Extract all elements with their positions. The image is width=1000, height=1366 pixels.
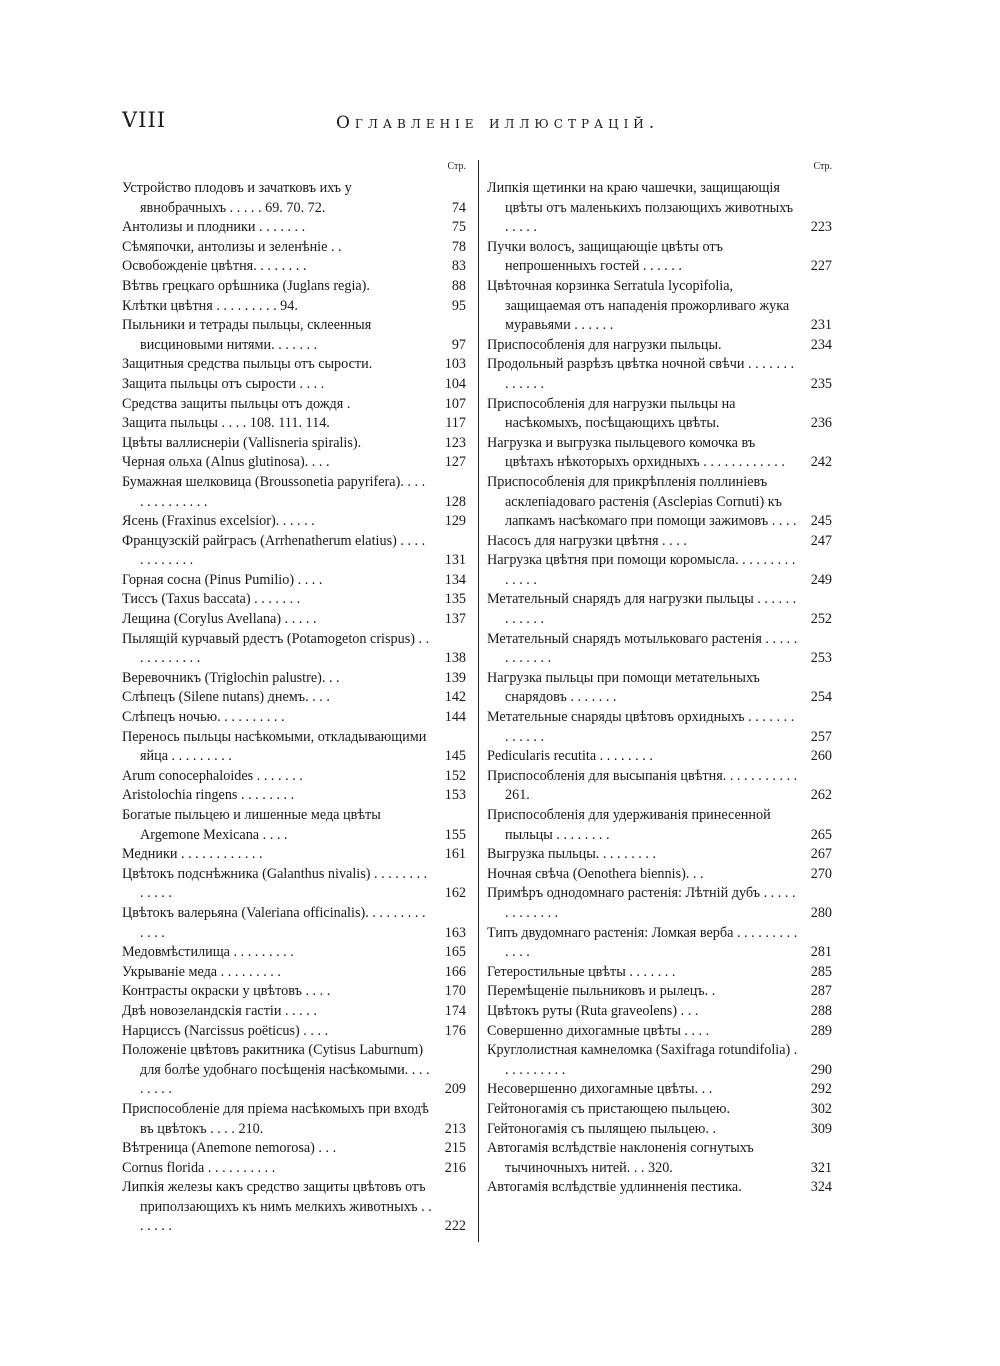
toc-entry bbox=[122, 1159, 466, 1179]
toc-entry bbox=[122, 1041, 466, 1100]
entry-title: Двѣ новозеландскія гастіи . . . . . bbox=[122, 1002, 317, 1019]
entry-page-number: 135 bbox=[444, 591, 466, 608]
entry-title: Совершенно дихогамные цвѣты . . . . bbox=[487, 1022, 710, 1039]
entry-title: Гейтоногамія съ пылящею пыльцею. . bbox=[487, 1120, 716, 1137]
entry-page-number: 321 bbox=[810, 1159, 832, 1176]
entry-page-number: 123 bbox=[444, 434, 466, 451]
right-column bbox=[487, 160, 832, 1198]
toc-entry bbox=[122, 1100, 466, 1139]
toc-entry bbox=[487, 590, 832, 629]
entry-title: Перенось пыльцы насѣкомыми, откладывающими яйца . . . . . . . . . bbox=[122, 728, 427, 765]
entry-title: Пучки волосъ, защищающіе цвѣты отъ непрошенныхъ гостей . . . . . . bbox=[487, 238, 723, 275]
entry-page-number: 223 bbox=[810, 219, 832, 236]
toc-entry bbox=[122, 904, 466, 943]
toc-entry bbox=[122, 238, 466, 258]
entry-title: Липкія щетинки на краю чашечки, защищающія цвѣты отъ маленькихъ ползающихъ животныхъ . . . . . bbox=[487, 180, 794, 236]
entry-page-number: 107 bbox=[444, 395, 466, 412]
entry-page-number: 127 bbox=[444, 454, 466, 471]
toc-entry bbox=[122, 473, 466, 512]
toc-entry bbox=[122, 571, 466, 591]
toc-entry bbox=[122, 453, 466, 473]
entry-title: Цвѣточная корзинка Serratula lycopifolia, защищаемая отъ нападенія прожорливаго жука муравьями . . . . . . bbox=[487, 277, 790, 334]
entry-title: Французскій райграсъ (Arrhenatherum elatius) . . . . . . . . . . . . bbox=[122, 532, 426, 569]
toc-entry bbox=[487, 1022, 832, 1042]
entry-title: Цвѣтокъ подснѣжника (Galanthus nivalis) . . . . . . . . . . . . . bbox=[122, 865, 428, 902]
entry-title: Насосъ для нагрузки цвѣтня . . . . bbox=[487, 532, 687, 549]
entry-page-number: 281 bbox=[810, 944, 832, 961]
toc-entry bbox=[122, 434, 466, 454]
toc-entry bbox=[487, 845, 832, 865]
entry-title: Перемѣщеніе пыльниковъ и рылецъ. . bbox=[487, 983, 716, 1000]
entry-title: Укрываніе меда . . . . . . . . . bbox=[122, 963, 281, 980]
toc-entry bbox=[487, 532, 832, 552]
toc-entry bbox=[487, 767, 832, 806]
entry-title: Цвѣтокъ валерьяна (Valeriana officinalis). . . . . . . . . . . . . bbox=[122, 904, 426, 941]
entry-title: Средства защиты пыльцы отъ дождя . bbox=[122, 395, 351, 412]
entry-page-number: 222 bbox=[444, 1218, 466, 1235]
entry-title: Типъ двудомнаго растенія: Ломкая верба . . . . . . . . . . . . . bbox=[487, 924, 798, 961]
entry-page-number: 75 bbox=[451, 219, 466, 236]
entry-page-number: 138 bbox=[444, 650, 466, 667]
entry-title: Лещина (Corylus Avellana) . . . . . bbox=[122, 611, 317, 628]
toc-entry bbox=[122, 1178, 466, 1237]
toc-entry bbox=[487, 630, 832, 669]
toc-entry bbox=[122, 395, 466, 415]
entry-title: Бумажная шелковица (Broussonetia papyrifera). . . . . . . . . . . . . . bbox=[122, 473, 426, 510]
entry-page-number: 216 bbox=[444, 1159, 466, 1176]
toc-entry bbox=[487, 1002, 832, 1022]
toc-entry bbox=[122, 806, 466, 845]
entry-page-number: 309 bbox=[810, 1120, 832, 1137]
entry-page-number: 95 bbox=[451, 297, 466, 314]
left-column bbox=[122, 160, 466, 1237]
right-entry-list bbox=[487, 179, 832, 1198]
toc-entry bbox=[122, 512, 466, 532]
entry-page-number: 289 bbox=[810, 1022, 832, 1039]
entry-page-number: 265 bbox=[810, 826, 832, 843]
entry-title: Цвѣтокъ руты (Ruta graveolens) . . . bbox=[487, 1002, 699, 1019]
toc-entry bbox=[487, 884, 832, 923]
entry-title: Приспособленія для высыпанія цвѣтня. . . . . . . . . . . 261. bbox=[487, 767, 798, 804]
toc-entry bbox=[122, 375, 466, 395]
entry-page-number: 242 bbox=[810, 454, 832, 471]
toc-entry bbox=[122, 590, 466, 610]
entry-page-number: 292 bbox=[810, 1081, 832, 1098]
entry-page-number: 104 bbox=[444, 375, 466, 392]
entry-title: Ясень (Fraxinus excelsior). . . . . . bbox=[122, 513, 315, 530]
entry-page-number: 103 bbox=[444, 356, 466, 373]
entry-title: Гетеростильные цвѣты . . . . . . . bbox=[487, 963, 676, 980]
toc-entry bbox=[487, 1100, 832, 1120]
toc-entry bbox=[122, 218, 466, 238]
entry-title: Ночная свѣча (Oenothera biennis). . . bbox=[487, 865, 704, 882]
entry-page-number: 162 bbox=[444, 885, 466, 902]
toc-entry bbox=[487, 747, 832, 767]
entry-page-number: 245 bbox=[810, 513, 832, 530]
toc-entry bbox=[487, 963, 832, 983]
toc-entry bbox=[122, 277, 466, 297]
entry-title: Защита пыльцы . . . . 108. 111. 114. bbox=[122, 415, 330, 432]
toc-entry bbox=[122, 1002, 466, 1022]
entry-title: Приспособленія для прикрѣпленія поллиніевъ асклепіадоваго растенія (Asclepias Cornuti) къ лапкамъ насѣкомаго при помощи зажимовъ . . . . bbox=[487, 473, 797, 530]
entry-title: Cornus florida . . . . . . . . . . bbox=[122, 1159, 276, 1176]
entry-title: Автогамія вслѣдствіе наклоненія согнутыхъ тычиночныхъ нитей. . . 320. bbox=[487, 1140, 754, 1176]
entry-title: Контрасты окраски у цвѣтовъ . . . . bbox=[122, 983, 331, 1000]
toc-entry bbox=[122, 297, 466, 317]
column-divider bbox=[478, 160, 479, 1242]
entry-page-number: 280 bbox=[810, 904, 832, 921]
entry-title: Выгрузка пыльцы. . . . . . . . . bbox=[487, 846, 657, 863]
entry-title: Несовершенно дихогамные цвѣты. . . bbox=[487, 1081, 713, 1098]
page-title: Оглавленіе иллюстрацій. bbox=[336, 113, 660, 133]
entry-page-number: 262 bbox=[810, 787, 832, 804]
page-column-label: Стр. bbox=[447, 161, 466, 172]
entry-title: Черная ольха (Alnus glutinosa). . . . bbox=[122, 454, 330, 471]
toc-entry bbox=[487, 473, 832, 532]
entry-page-number: 249 bbox=[810, 571, 832, 588]
entry-title: Продольный разрѣзъ цвѣтка ночной свѣчи . . . . . . . . . . . . . bbox=[487, 356, 795, 392]
toc-entry bbox=[487, 708, 832, 747]
entry-page-number: 234 bbox=[810, 336, 832, 353]
toc-entry bbox=[487, 434, 832, 473]
toc-entry bbox=[487, 238, 832, 277]
entry-title: Веревочникъ (Triglochin palustre). . . bbox=[122, 669, 340, 686]
entry-page-number: 288 bbox=[810, 1002, 832, 1019]
toc-entry bbox=[122, 767, 466, 787]
toc-entry bbox=[487, 982, 832, 1002]
entry-title: Метательный снарядъ мотыльковаго растенія . . . . . . . . . . . . bbox=[487, 630, 798, 667]
entry-page-number: 131 bbox=[444, 552, 466, 569]
entry-title: Автогамія вслѣдствіе удлинненія пестика. bbox=[487, 1179, 742, 1196]
left-entry-list bbox=[122, 179, 466, 1237]
entry-page-number: 227 bbox=[810, 258, 832, 275]
entry-title: Гейтоногамія съ пристающею пыльцею. bbox=[487, 1100, 731, 1117]
toc-entry bbox=[122, 630, 466, 669]
entry-page-number: 247 bbox=[810, 532, 832, 549]
toc-entry bbox=[487, 1139, 832, 1178]
toc-entry bbox=[487, 355, 832, 394]
entry-title: Слѣпецъ (Silene nutans) днемъ. . . . bbox=[122, 689, 330, 706]
entry-page-number: 213 bbox=[444, 1120, 466, 1137]
entry-page-number: 236 bbox=[810, 415, 832, 432]
toc-entry bbox=[122, 688, 466, 708]
entry-title: Тиссъ (Taxus baccata) . . . . . . . bbox=[122, 591, 301, 608]
entry-page-number: 88 bbox=[451, 277, 466, 294]
entry-title: Сѣмяпочки, антолизы и зеленѣніе . . bbox=[122, 238, 342, 255]
entry-title: Приспособленія для нагрузки пыльцы. bbox=[487, 336, 722, 353]
toc-entry bbox=[122, 179, 466, 218]
entry-page-number: 290 bbox=[810, 1061, 832, 1078]
toc-entry bbox=[487, 806, 832, 845]
toc-entry bbox=[487, 669, 832, 708]
entry-page-number: 165 bbox=[444, 944, 466, 961]
entry-page-number: 137 bbox=[444, 611, 466, 628]
entry-page-number: 267 bbox=[810, 846, 832, 863]
entry-page-number: 129 bbox=[444, 513, 466, 530]
entry-title: Цвѣты валлиснеріи (Vallisneria spiralis). bbox=[122, 434, 362, 451]
entry-title: Освобожденіе цвѣтня. . . . . . . . bbox=[122, 258, 307, 275]
entry-title: Липкія железы какъ средство защиты цвѣтовъ отъ приползающихъ къ нимъ мелкихъ животныхъ . . . . . . . bbox=[122, 1179, 432, 1235]
entry-page-number: 254 bbox=[810, 689, 832, 706]
entry-page-number: 97 bbox=[451, 336, 466, 353]
entry-title: Примѣръ однодомнаго растенія: Лѣтній дубъ . . . . . . . . . . . . . bbox=[487, 885, 796, 921]
entry-title: Клѣтки цвѣтня . . . . . . . . . 94. bbox=[122, 297, 298, 314]
entry-title: Метательный снарядъ для нагрузки пыльцы . . . . . . . . . . . . bbox=[487, 591, 797, 628]
entry-page-number: 128 bbox=[444, 493, 466, 510]
entry-title: Круглолистная камнеломка (Saxifraga rotundifolia) . . . . . . . . . . bbox=[487, 1042, 798, 1078]
toc-entry bbox=[122, 982, 466, 1002]
entry-page-number: 78 bbox=[451, 238, 466, 255]
entry-title: Пыльники и тетрады пыльцы, склеенныя висциновыми нитями. . . . . . . bbox=[122, 317, 372, 353]
entry-page-number: 287 bbox=[810, 983, 832, 1000]
toc-entry bbox=[122, 532, 466, 571]
entry-title: Приспособленія для удерживанія принесенной пыльцы . . . . . . . . bbox=[487, 807, 771, 843]
entry-title: Нарциссъ (Narcissus poëticus) . . . . bbox=[122, 1022, 329, 1039]
entry-page-number: 161 bbox=[444, 846, 466, 863]
entry-page-number: 145 bbox=[444, 748, 466, 765]
toc-entry bbox=[487, 277, 832, 336]
toc-entry bbox=[487, 924, 832, 963]
toc-entry bbox=[122, 786, 466, 806]
toc-entry bbox=[487, 179, 832, 238]
entry-title: Богатые пыльцею и лишенные меда цвѣты Argemone Mexicana . . . . bbox=[122, 807, 381, 843]
entry-page-number: 117 bbox=[445, 415, 466, 432]
entry-page-number: 166 bbox=[444, 963, 466, 980]
entry-page-number: 260 bbox=[810, 748, 832, 765]
entry-title: Защитныя средства пыльцы отъ сырости. bbox=[122, 356, 373, 373]
toc-entry bbox=[122, 943, 466, 963]
entry-title: Защита пыльцы отъ сырости . . . . bbox=[122, 375, 325, 392]
entry-page-number: 170 bbox=[444, 983, 466, 1000]
entry-title: Приспособленія для нагрузки пыльцы на насѣкомыхъ, посѣщающихъ цвѣты. bbox=[487, 395, 736, 432]
entry-page-number: 83 bbox=[451, 258, 466, 275]
entry-page-number: 152 bbox=[444, 767, 466, 784]
entry-title: Положеніе цвѣтовъ ракитника (Cytisus Laburnum) для болѣе удобнаго посѣщенія насѣкомыми. . . . . . . . . bbox=[122, 1042, 430, 1098]
entry-page-number: 235 bbox=[810, 375, 832, 392]
toc-entry bbox=[487, 865, 832, 885]
entry-page-number: 209 bbox=[444, 1081, 466, 1098]
toc-entry bbox=[122, 865, 466, 904]
entry-title: Пылящій курчавый рдестъ (Potamogeton crispus) . . . . . . . . . . . bbox=[122, 630, 430, 667]
entry-page-number: 231 bbox=[810, 317, 832, 334]
entry-title: Слѣпецъ ночью. . . . . . . . . . bbox=[122, 709, 285, 726]
toc-entry bbox=[122, 610, 466, 630]
toc-entry bbox=[122, 728, 466, 767]
toc-entry bbox=[487, 1120, 832, 1140]
toc-entry bbox=[122, 414, 466, 434]
entry-title: Нагрузка и выгрузка пыльцевого комочка въ цвѣтахъ нѣкоторыхъ орхидныхъ . . . . . . . . . . . . bbox=[487, 434, 785, 471]
toc-entry bbox=[122, 669, 466, 689]
entry-page-number: 142 bbox=[444, 689, 466, 706]
entry-page-number: 270 bbox=[810, 865, 832, 882]
page-number: VIII bbox=[122, 108, 167, 132]
entry-page-number: 163 bbox=[444, 924, 466, 941]
entry-page-number: 176 bbox=[444, 1022, 466, 1039]
entry-title: Pedicularis recutita . . . . . . . . bbox=[487, 748, 653, 765]
page-column-label: Стр. bbox=[813, 161, 832, 172]
entry-title: Метательные снаряды цвѣтовъ орхидныхъ . . . . . . . . . . . . . bbox=[487, 709, 795, 745]
entry-page-number: 153 bbox=[444, 787, 466, 804]
entry-title: Антолизы и плодники . . . . . . . bbox=[122, 219, 306, 236]
toc-entry bbox=[487, 551, 832, 590]
entry-page-number: 253 bbox=[810, 650, 832, 667]
toc-entry bbox=[122, 1139, 466, 1159]
entry-page-number: 302 bbox=[810, 1100, 832, 1117]
entry-page-number: 257 bbox=[810, 728, 832, 745]
toc-entry bbox=[487, 395, 832, 434]
entry-page-number: 252 bbox=[810, 611, 832, 628]
entry-page-number: 74 bbox=[451, 199, 466, 216]
entry-title: Вѣтвь грецкаго орѣшника (Juglans regia). bbox=[122, 277, 370, 294]
toc-entry bbox=[122, 257, 466, 277]
toc-entry bbox=[487, 1080, 832, 1100]
entry-title: Приспособленіе для пріема насѣкомыхъ при входѣ въ цвѣтокъ . . . . 210. bbox=[122, 1100, 429, 1137]
entry-title: Горная сосна (Pinus Pumilio) . . . . bbox=[122, 571, 323, 588]
entry-page-number: 139 bbox=[444, 669, 466, 686]
toc-entry bbox=[487, 336, 832, 356]
entry-page-number: 285 bbox=[810, 963, 832, 980]
toc-entry bbox=[487, 1178, 832, 1198]
toc-entry bbox=[122, 708, 466, 728]
entry-page-number: 134 bbox=[444, 571, 466, 588]
entry-title: Arum conocephaloides . . . . . . . bbox=[122, 767, 303, 784]
entry-page-number: 215 bbox=[444, 1140, 466, 1157]
toc-entry bbox=[122, 1022, 466, 1042]
toc-entry bbox=[487, 1041, 832, 1080]
entry-title: Устройство плодовъ и зачатковъ ихъ у явнобрачныхъ . . . . . 69. 70. 72. bbox=[122, 180, 352, 216]
entry-title: Вѣтреница (Anemone nemorosa) . . . bbox=[122, 1140, 337, 1157]
entry-title: Нагрузка пыльцы при помощи метательныхъ снарядовъ . . . . . . . bbox=[487, 669, 760, 706]
entry-page-number: 144 bbox=[444, 709, 466, 726]
entry-title: Медовмѣстилища . . . . . . . . . bbox=[122, 944, 294, 961]
toc-entry bbox=[122, 316, 466, 355]
entry-page-number: 155 bbox=[444, 826, 466, 843]
toc-entry bbox=[122, 845, 466, 865]
toc-entry bbox=[122, 355, 466, 375]
entry-title: Aristolochia ringens . . . . . . . . bbox=[122, 787, 295, 804]
entry-page-number: 174 bbox=[444, 1002, 466, 1019]
toc-entry bbox=[122, 963, 466, 983]
entry-title: Нагрузка цвѣтня при помощи коромысла. . . . . . . . . . . . . . bbox=[487, 552, 796, 588]
entry-title: Медники . . . . . . . . . . . . bbox=[122, 846, 263, 863]
entry-page-number: 324 bbox=[810, 1179, 832, 1196]
